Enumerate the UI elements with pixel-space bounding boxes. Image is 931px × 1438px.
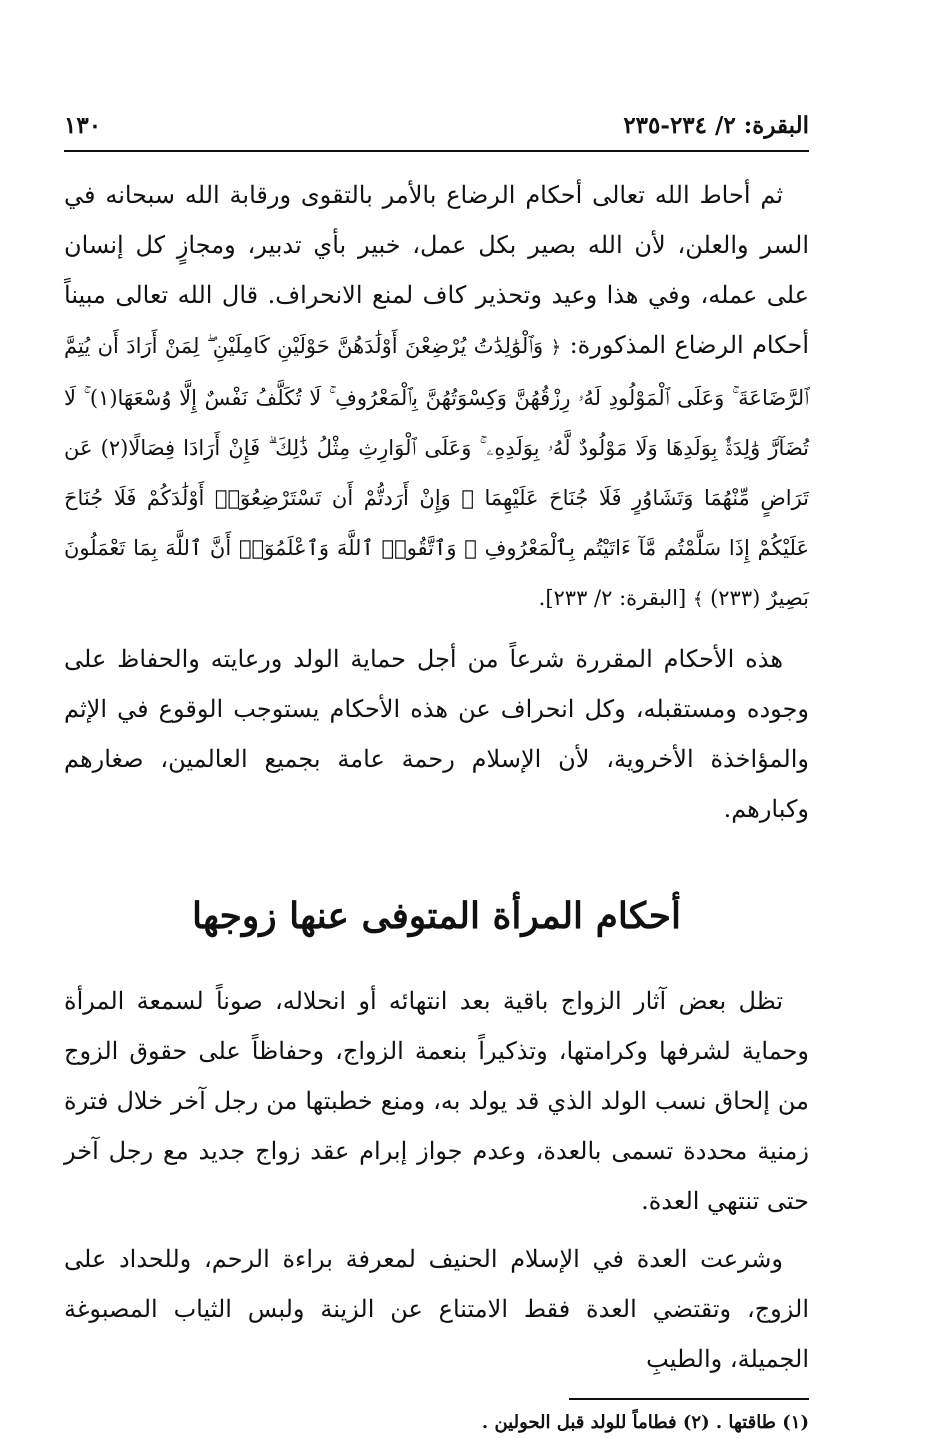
page-number: ١٣٠	[64, 112, 102, 139]
book-page	[64, 112, 809, 1438]
footnote-divider	[569, 1398, 809, 1400]
verse-number: (٢٣٣)	[710, 586, 761, 610]
quran-open-bracket: ﴿	[550, 337, 562, 358]
intro-text: ثم أحاط الله تعالى أحكام الرضاع بالأمر بالتقوى ورقابة الله سبحانه في السر والعلن، لأن الله بصير بكل عمل، خبير بأي تدبير، ومجازٍ كل إنسان على عمله، وفي هذا وعيد وتحذير كاف لمنع الانحراف. قال الله تعالى مبيناً أحكام الرضاع المذكورة:	[64, 181, 810, 359]
quran-close-bracket: ﴾	[692, 589, 704, 610]
paragraph-iddah: وشرعت العدة في الإسلام الحنيف لمعرفة براءة الرحم، وللحداد على الزوج، وتقتضي العدة فقط الامتناع عن الزينة ولبس الثياب المصبوغة الجميلة، والطيبِ	[64, 1245, 809, 1373]
sura-reference: البقرة: ٢/ ٢٣٤-٢٣٥	[623, 112, 809, 139]
section-title: أحكام المرأة المتوفى عنها زوجها	[192, 895, 681, 937]
footnotes: (١) طاقتها . (٢) فطاماً للولد قبل الحولين .	[481, 1412, 809, 1433]
running-header	[64, 112, 809, 152]
quran-citation: [البقرة: ٢/ ٢٣٣].	[538, 586, 687, 610]
quran-quote	[64, 334, 809, 610]
quran-verse-text: وَٱلْوَٰلِدَٰتُ يُرْضِعْنَ أَوْلَٰدَهُنَّ حَوْلَيْنِ كَامِلَيْنِ ۖ لِمَنْ أَرَادَ أَن يُتِمَّ ٱلرَّضَاعَةَ ۚ وَعَلَى ٱلْمَوْلُودِ لَهُۥ رِزْقُهُنَّ وَكِسْوَتُهُنَّ بِٱلْمَعْرُوفِ ۚ لَا تُكَلَّفُ نَفْسٌ إِلَّا وُسْعَهَا(١) ۚ لَا تُضَآرَّ وَٰلِدَةٌۢ بِوَلَدِهَا وَلَا مَوْلُودٌ لَّهُۥ بِوَلَدِهِۦ ۚ وَعَلَى ٱلْوَارِثِ مِثْلُ ذَٰلِكَ ۗ فَإِنْ أَرَادَا فِصَالًا(٢) عَن تَرَاضٍ مِّنْهُمَا وَتَشَاوُرٍ فَلَا جُنَاحَ عَلَيْهِمَا ۗ وَإِنْ أَرَدتُّمْ أَن تَسْتَرْضِعُوٓا۟ أَوْلَٰدَكُمْ فَلَا جُنَاحَ عَلَيْكُمْ إِذَا سَلَّمْتُم مَّآ ءَاتَيْتُم بِٱلْمَعْرُوفِ ۗ وَٱتَّقُوا۟ ٱللَّهَ وَٱعْلَمُوٓا۟ أَنَّ ٱللَّهَ بِمَا تَعْمَلُونَ بَصِيرٌ	[64, 334, 809, 610]
paragraph-intro	[64, 170, 809, 624]
paragraph-rulings: هذه الأحكام المقررة شرعاً من أجل حماية الولد ورعايته والحفاظ على وجوده ومستقبله، وكل انحراف عن هذه الأحكام يستوجب الوقوع في الإثم والمؤاخذة الأخروية، لأن الإسلام رحمة عامة بجميع العالمين، صغارهم وكبارهم.	[64, 645, 809, 823]
paragraph-widow-intro: تظل بعض آثار الزواج باقية بعد انتهائه أو انحلاله، صوناً لسمعة المرأة وحماية لشرفها وكرامتها، وتذكيراً بنعمة الزواج، وحفاظاً على حقوق الزوج من إلحاق نسب الولد الذي قد يولد به، ومنع خطبتها من رجل آخر خلال فترة زمنية محددة تسمى بالعدة، وعدم جواز إبرام عقد زواج جديد مع رجل آخر حتى تنتهي العدة.	[64, 987, 809, 1215]
